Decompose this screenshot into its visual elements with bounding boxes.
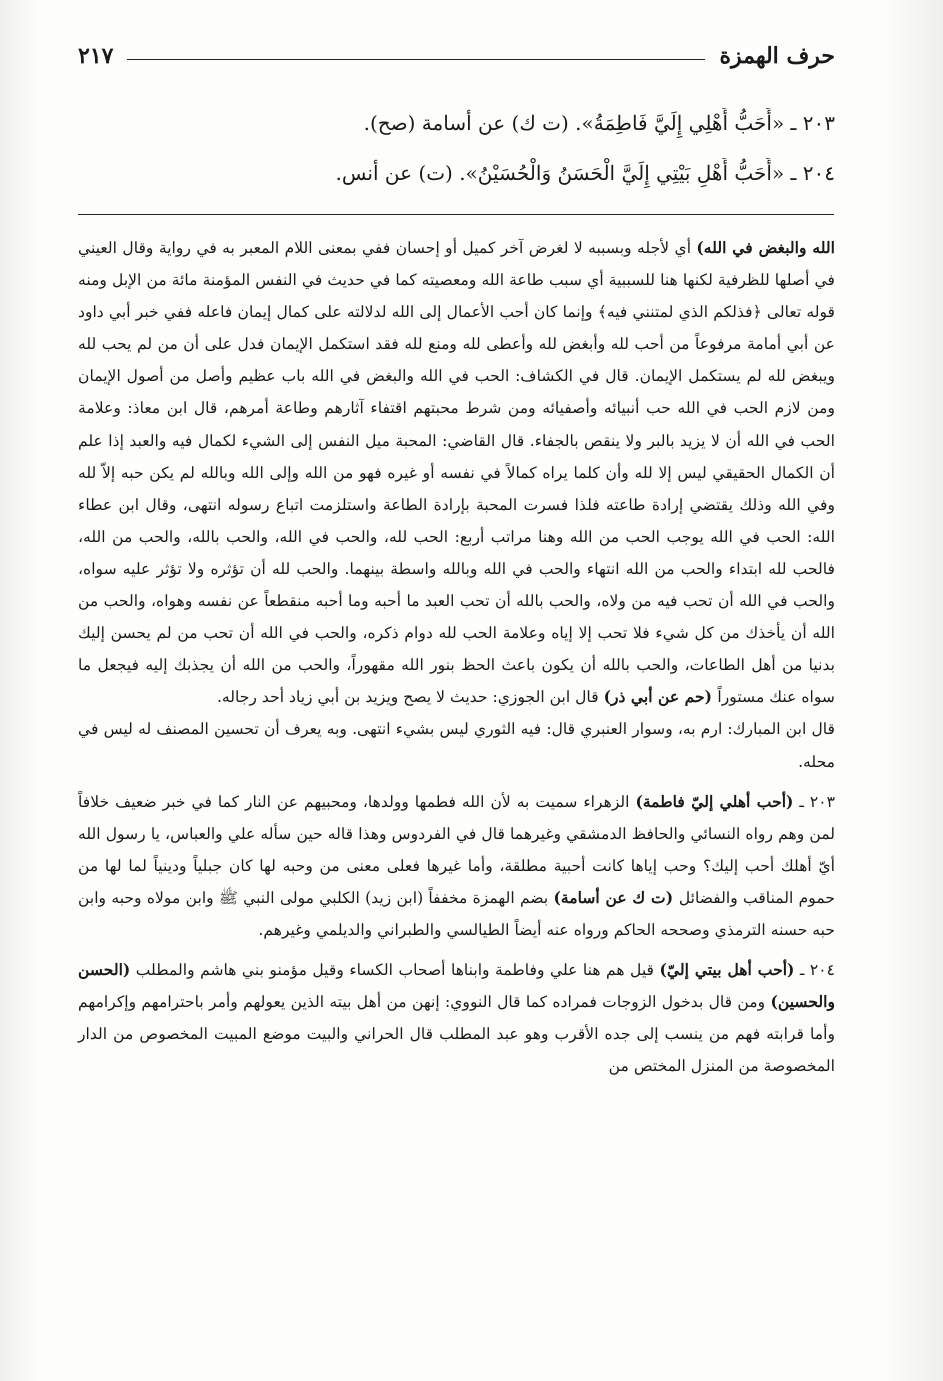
commentary-paragraph-204	[78, 954, 835, 1082]
scan-shadow-right	[883, 0, 943, 1381]
scan-shadow-left	[0, 0, 40, 1381]
commentary-lead: (أحب أهلي إليّ فاطمة)	[635, 791, 794, 811]
header-title: حرف الهمزة	[719, 43, 835, 69]
commentary-text: ومن قال بدخول الزوجات فمراده كما قال النووي: إنهن من أهل بيته الذين يعولهم وأمر باحترامهم وإكرامهم وأما قرابته فهم من ينسب إلى جده الأقرب وهو عبد المطلب قال الحراني والبيت موضع المبيت المخصوص من الدار المخصوصة من المنزل المختص من	[78, 993, 835, 1076]
commentary-text: بضم الهمزة مخففاً (ابن زيد) الكلبي مولى النبي ﷺ وابن مولاه وحبه وابن حبه حسنه الترمذي وصححه الحاكم ورواه عنه أيضاً الطيالسي والطبراني والديلمي وغيرهم.	[78, 888, 835, 939]
commentary-paragraph-1	[78, 232, 835, 713]
hadith-204: ٢٠٤ ـ «أَحَبُّ أَهْلِ بَيْتِي إِلَيَّ الْحَسَنُ وَالْحُسَيْنُ». (ت) عن أنس.	[335, 161, 835, 185]
commentary-text: قال ابن الجوزي: حديث لا يصح ويزيد بن أبي زياد أحد رجاله.	[216, 688, 604, 707]
commentary-text: أي لأجله وبسببه لا لغرض آخر كميل أو إحسان ففي بمعنى اللام المعبر به في رواية وقال العيني في أصلها للظرفية لكنها هنا للسببية أي سبب طاعة الله ومعصيته كما في حديث في النفس المؤمنة مائة من الإبل ومنه قوله تعالى ﴿فذلكم الذي لمتنني فيه﴾ وإنما كان أحب الأعمال إلى الله لدلالته على كمال إيمان فاعله ففي خبر أبي داود عن أبي أمامة مرفوعاً من أحب لله وأبغض لله وأعطى لله ومنع لله فقد استكمل الإيمان فدل على أن من لم يحب لله ويبغض لله لم يستكمل الإيمان. قال في الكشاف: الحب في الله والبغض في الله باب عظيم وأصل من أصول الإيمان ومن لازم الحب في الله حب أنبيائه وأصفيائه ومن شرط محبتهم اقتفاء آثارهم وطاعة أمرهم، قال ابن معاذ: وعلامة الحب في الله أن لا يزيد بالبر ولا ينقص بالجفاء. قال القاضي: المحبة ميل النفس إلى الشيء لكمال فيه والعبد إذا علم أن الكمال الحقيقي ليس إلا لله وأن كلما يراه كمالاً في نفسه أو غيره فهو من الله وإلى الله وبالله لم يكن حبه إلاّ لله وفي الله وذلك يقتضي إرادة طاعته فلذا فسرت المحبة بإرادة الطاعة واستلزمت اتباع رسوله انتهى، وقال ابن عطاء الله: الحب في الله يوجب الحب من الله وهنا مراتب أربع: الحب لله، والحب في الله، والحب بالله، والحب من الله، فالحب لله ابتداء والحب من الله انتهاء والحب في الله وبالله واسطة بينهما. والحب لله أن تؤثره ولا تؤثر عليه سواه، والحب في الله أن تحب فيه من ولاه، والحب بالله أن تحب العبد ما أحبه وما أحبه منقطعاً عن نفسه وهواه، والحب من الله أن يأخذك من كل شيء فلا تحب إلا إياه وعلامة الحب لله دوام ذكره، والحب في الله أن تحب من لم يحسن إليك بدنيا من أهل الطاعات، والحب بالله أن يكون باعث الحظ بنور الله مقهوراً، والحب من الله أن يجذبك إليه فيجعل ما سواه عنك مستوراً	[78, 239, 835, 707]
commentary-text: الزهراء سميت به لأن الله فطمها وولدها، ومحبيهم عن النار كما في خبر ضعيف خلافاً لمن وهم رواه النسائي والحافظ الدمشقي وغيرهما قال في الفردوس وهذا قاله حين سأله علي والعباس، يا رسول الله أيّ أهلك أحب إليك؟ وحب إياها كانت أحبية مطلقة، وأما غيرها فعلى معنى من وحبه لها كان جبلياً ودينياً لما لها من حموم المناقب والفضائل	[78, 792, 836, 907]
source-citation: (ت ك عن أسامة)	[553, 887, 679, 907]
commentary-text: قيل هم هنا علي وفاطمة وابناها أصحاب الكساء وقيل مؤمنو بني هاشم والمطلب	[130, 961, 660, 980]
hadith-203: ٢٠٣ ـ «أَحَبُّ أَهْلِي إِلَيَّ فَاطِمَةُ». (ت ك) عن أسامة (صح).	[363, 111, 835, 135]
commentary-names: (الحسن والحسين)	[78, 960, 835, 1012]
commentary-lead: (أحب أهل بيتي إليّ)	[659, 960, 795, 980]
page-number: ٢١٧	[78, 43, 114, 69]
header-rule	[127, 59, 705, 60]
commentary-paragraph-203	[78, 786, 835, 946]
commentary-paragraph-2: قال ابن المبارك: ارم به، وسوار العنبري قال: فيه الثوري ليس بشيء انتهى. وبه يعرف أن تحسين المصنف له ليس في محله.	[78, 720, 835, 771]
commentary-lead: الله والبغض في الله)	[696, 238, 835, 257]
footnote-divider	[78, 214, 834, 215]
page-header	[78, 38, 835, 74]
source-citation: (حم عن أبي ذر)	[603, 687, 718, 707]
commentary-body	[78, 232, 835, 1082]
entry-number: ٢٠٤ ـ	[794, 961, 836, 980]
entry-number: ٢٠٣ ـ	[793, 792, 835, 811]
